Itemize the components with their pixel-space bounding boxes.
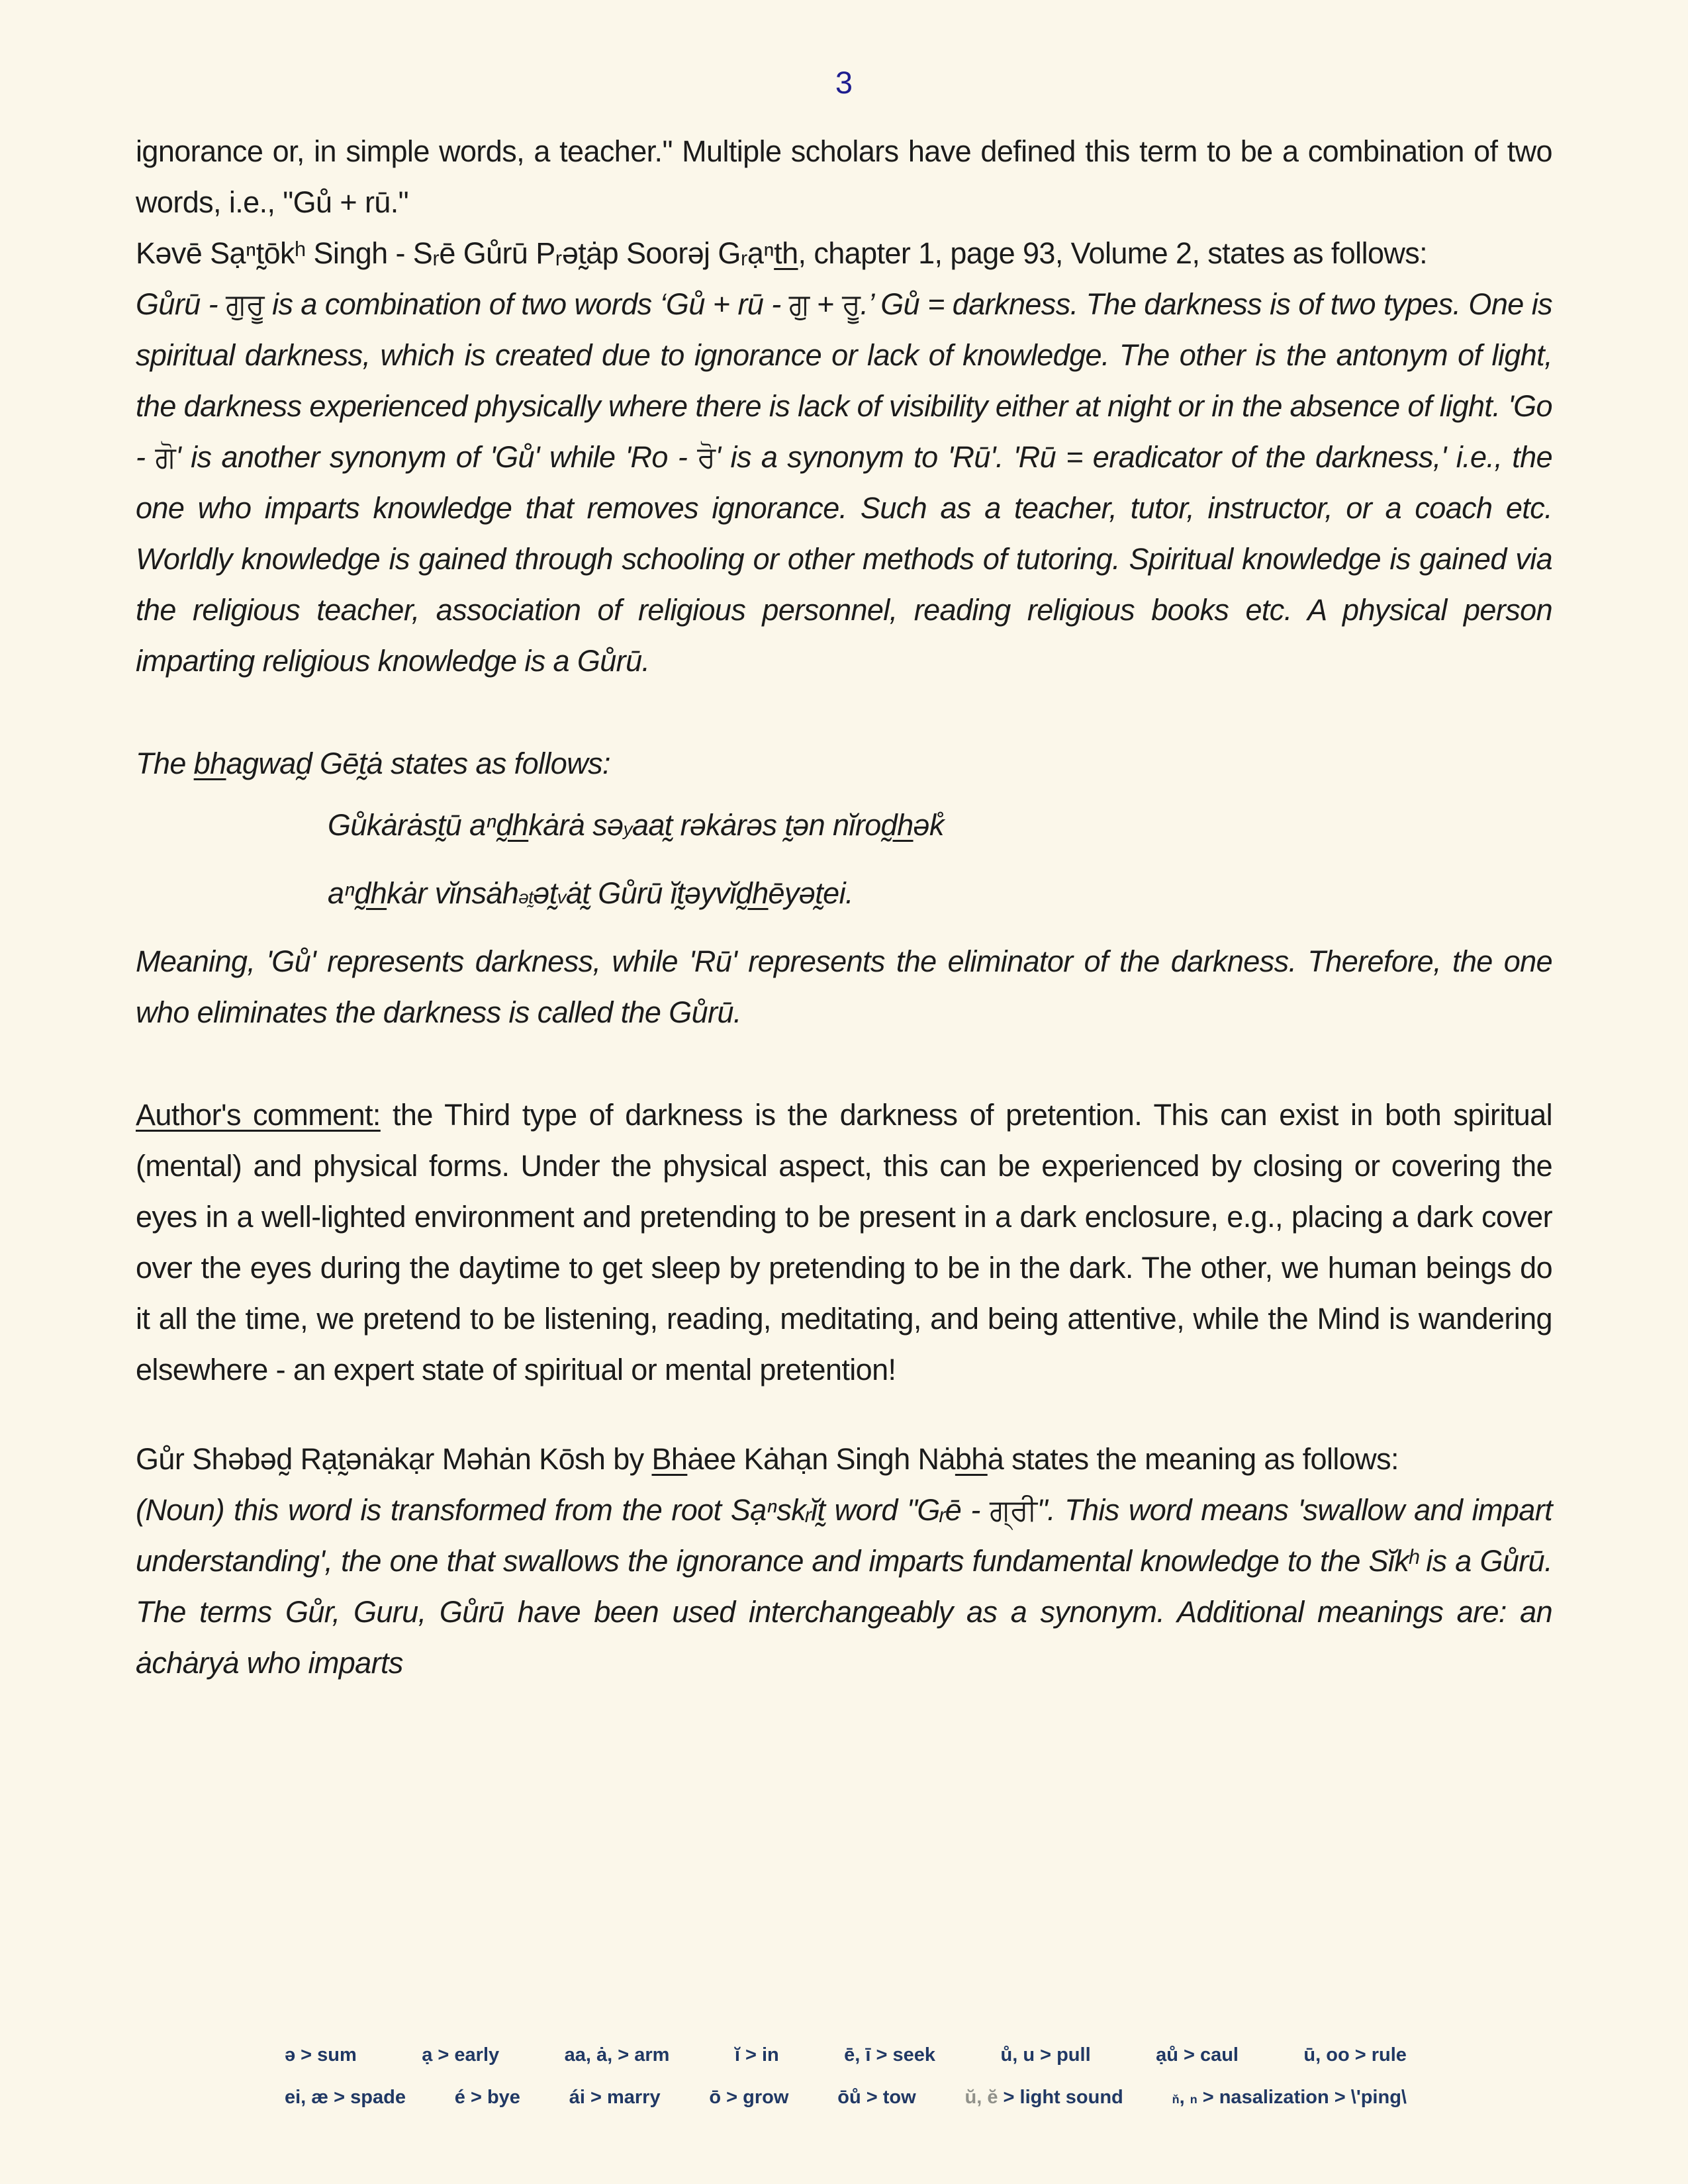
pronunciation-item-ai-marry: ái > marry	[569, 2087, 661, 2108]
quote-guru-definition: Gůrū - ਗੁਰੂ is a combination of two words ‘Gů + rū - ਗੁ + ਰੂ.’ Gů = darkness. The darkness is of two types. One is spiritual darkness, which is created due to ignorance or lack of knowledge. The other is the antonym of light, the darkness experienced physically where there is lack of visibility either at night or in the absence of light. 'Go - ਗੋ' is another synonym of 'Gů' while 'Ro - ਰੋ' is a synonym to 'Rū'. 'Rū = eradicator of the darkness,' i.e., the one who imparts knowledge that removes ignorance. Such as a teacher, tutor, instructor, or a coach etc. Worldly knowledge is gained through schooling or other methods of tutoring. Spiritual knowledge is gained via the religious teacher, association of religious personnel, reading religious books etc. A physical person imparting religious knowledge is a Gůrū.	[136, 287, 1552, 678]
pronunciation-item-a-early: ạ > early	[422, 2044, 500, 2066]
pronunciation-item-nasalization: $^ň$, $^n$ > nasalization > \'ping\	[1172, 2087, 1407, 2108]
pronunciation-item-u-pull: ů, u > pull	[1000, 2044, 1091, 2066]
pronunciation-item-i-in: ĭ > in	[734, 2044, 779, 2066]
pronunciation-item-schwa: ə > sum	[285, 2044, 357, 2066]
pronunciation-item-light-sound: ŭ, ĕ > light sound	[964, 2087, 1123, 2108]
paragraph-meaning: Meaning, 'Gů' represents darkness, while 'Rū' represents the eliminator of the darkness. Therefore, the one who eliminates the darkness is called the Gůrū.	[136, 944, 1552, 1029]
pronunciation-item-aa-arm: aa, ȧ, > arm	[564, 2044, 670, 2066]
line-bhagwad-geta-intro: The bhagwad̰ Gēt̰ȧ states as follows:	[136, 747, 610, 780]
pronunciation-item-e-seek: ē, ī > seek	[844, 2044, 936, 2066]
quote-noun-definition: (Noun) this word is transformed from the root Sạⁿskᵣĭt̰ word "Gᵣē - ਗ੍ਰੀ". This word means 'swallow and impart understanding', the one that swallows the ignorance and imparts fundamental knowledge to the Sĭkʰ is a Gůrū. The terms Gůr, Guru, Gůrū have been used interchangeably as a synonym. Additional meanings are: an ȧchȧryȧ who imparts	[136, 1493, 1552, 1680]
paragraph-authors-comment: Author's comment: the Third type of darkness is the darkness of pretention. This can exist in both spiritual (mental) and physical forms. Under the physical aspect, this can be experienced by closing or covering the eyes in a well-lighted environment and pretending to be present in a dark enclosure, e.g., placing a dark cover over the eyes during the daytime to get sleep by pretending to be in the dark. The other, we human beings do it all the time, we pretend to be listening, reading, meditating, and being attentive, while the Mind is wandering elsewhere - an expert state of spiritual or mental pretention!	[136, 1098, 1552, 1387]
pronunciation-item-o-grow: ō > grow	[709, 2087, 789, 2108]
pronunciation-item-ei-spade: ei, æ > spade	[285, 2087, 406, 2108]
pronunciation-item-e-bye: é > bye	[454, 2087, 520, 2108]
verse-line-1: Gůkȧrȧst̰ū aⁿd̰hkȧrȧ sə$_y$aat̰ rəkȧrəs t̰ən nĭrod̰hək̊	[328, 808, 944, 842]
paragraph-mahan-kosh-intro: Gůr Shəbəd̰ Rạt̰ənȧkạr Məhȧn Kōsh by Bhȧee Kȧhạn Singh Nȧbhȧ states the meaning as follows:	[136, 1442, 1399, 1476]
paragraph-ignorance-teacher: ignorance or, in simple words, a teacher." Multiple scholars have defined this term to be a combination of two words, i.e., "Gů + rū."	[136, 134, 1552, 219]
pronunciation-guide	[285, 2040, 1407, 2113]
pronunciation-guide-row-2	[285, 2082, 1407, 2113]
pronunciation-guide-row-1	[285, 2040, 1407, 2070]
paragraph-kave-santokh-singh: Kəvē Sạⁿt̰ōkʰ Singh - Sᵣē Gůrū Pᵣət̰ȧp Soorəj Gᵣạⁿth, chapter 1, page 93, Volume 2, states as follows:	[136, 236, 1428, 270]
pronunciation-item-ou-tow: ōů > tow	[837, 2087, 916, 2108]
pronunciation-item-au-caul: ạů > caul	[1156, 2044, 1239, 2066]
pronunciation-item-oo-rule: ū, oo > rule	[1303, 2044, 1407, 2066]
page-number: 3	[835, 65, 853, 100]
page-content	[136, 126, 1552, 1688]
verse-line-2: aⁿd̰hkȧr $vĭnsȧh_{ət̰}ət̰_vȧt̰$ Gůrū ĭt̰əyvĭd̰hēyət̰ei.	[328, 876, 853, 910]
